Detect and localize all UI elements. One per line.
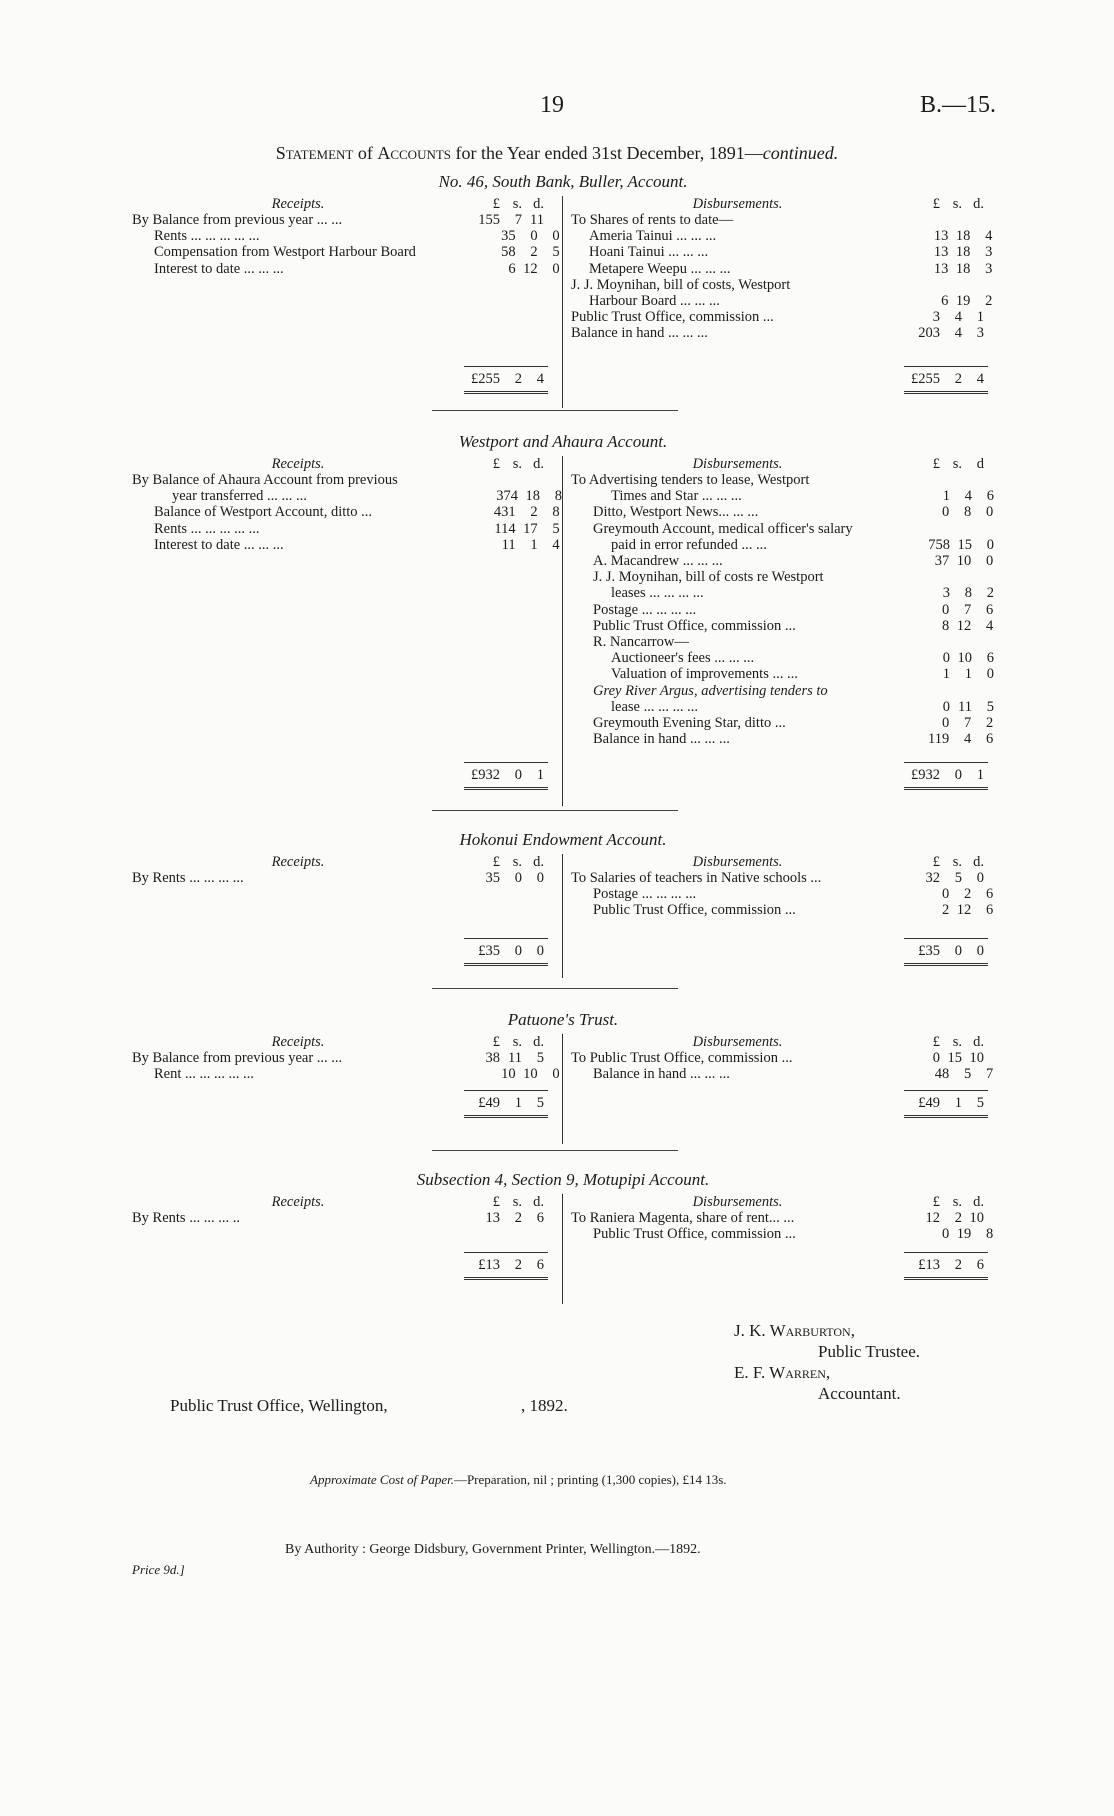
disbursements-total: £35 0 0 [904, 938, 988, 966]
disbursement-row: Balance in hand ... ... ... 48 5 7 [593, 1066, 994, 1083]
disbursement-row: paid in error refunded ... ... 758 15 0 [611, 536, 994, 553]
disbursement-row: Postage ... ... ... ... 0 2 6 [593, 886, 994, 903]
pence-heading: d. [973, 1034, 984, 1050]
pound-heading: £ [932, 1034, 940, 1050]
pence-heading: d [976, 456, 984, 472]
shilling-heading: s. [512, 854, 522, 870]
disbursement-row: Public Trust Office, commission ... 0 19 8 [593, 1226, 994, 1243]
shilling-heading: s. [512, 1034, 522, 1050]
shilling-heading: s. [952, 456, 962, 472]
receipts-column [132, 456, 563, 806]
disbursement-row: To Raniera Magenta, share of rent... ... 12 2 10 [571, 1210, 984, 1226]
disbursement-row: Ameria Tainui ... ... ... 13 18 4 [589, 228, 993, 245]
disbursement-row: Balance in hand ... ... ... 203 4 3 [571, 325, 984, 342]
pence-heading: d. [973, 196, 984, 212]
pence-heading: d. [533, 456, 544, 472]
signatory-title: Accountant. [818, 1384, 901, 1403]
title-word-of: of [357, 143, 373, 163]
disbursement-row: A. Macandrew ... ... ... 37 10 0 [593, 553, 994, 570]
signature-warburton [734, 1320, 920, 1404]
receipt-row: Rent ... ... ... ... ... 10 10 0 [154, 1066, 560, 1083]
account-south-bank-buller [132, 172, 994, 408]
receipt-row: Rents ... ... ... ... ... 35 0 0 [154, 228, 560, 245]
receipt-row: By Balance from previous year ... ... 38 11 5 [132, 1050, 544, 1066]
section-divider [432, 810, 678, 811]
disbursement-row: Ditto, Westport News... ... ... 0 8 0 [593, 504, 994, 521]
disbursement-row: R. Nancarrow— [593, 634, 689, 651]
title-rest: for the Year ended 31st December, 1891— [455, 143, 763, 163]
disbursement-row: Public Trust Office, commission ... 8 12 4 [593, 617, 994, 634]
disbursements-total: £255 2 4 [904, 366, 988, 394]
account-westport-ahaura [132, 432, 994, 806]
pound-heading: £ [932, 854, 940, 870]
disbursement-row: Greymouth Evening Star, ditto ... 0 7 2 [593, 715, 994, 732]
account-title: Patuone's Trust. [507, 1010, 619, 1029]
disbursement-row: To Salaries of teachers in Native schools ... 32 5 0 [571, 870, 984, 886]
disbursement-row: J. J. Moynihan, bill of costs re Westport [593, 569, 824, 586]
section-divider [432, 410, 678, 411]
statement-title [0, 143, 1114, 164]
title-continued: continued. [762, 143, 839, 163]
disbursement-row: Public Trust Office, commission ... 2 12 6 [593, 902, 994, 919]
disbursement-row: Postage ... ... ... ... 0 7 6 [593, 601, 994, 618]
disbursement-row: J. J. Moynihan, bill of costs, Westport [571, 276, 791, 293]
signatory-title: Public Trustee. [818, 1342, 921, 1361]
printer-authority: By Authority : George Didsbury, Government Printer, Wellington.—1892. [285, 1542, 701, 1557]
disbursement-row: Times and Star ... ... ... 1 4 6 [611, 488, 994, 505]
receipts-heading: Receipts. [271, 456, 325, 472]
signature-place: Public Trust Office, Wellington, [170, 1396, 388, 1415]
disbursement-row: Greymouth Account, medical officer's salary [593, 520, 853, 537]
receipts-total: £932 0 1 [464, 762, 548, 790]
pound-heading: £ [932, 196, 940, 212]
pence-heading: d. [973, 1194, 984, 1210]
shilling-heading: s. [512, 1194, 522, 1210]
shilling-heading: s. [952, 1034, 962, 1050]
account-hokonui-endowment [132, 830, 994, 978]
pence-heading: d. [533, 1034, 544, 1050]
disbursements-heading: Disbursements. [692, 456, 783, 472]
pound-heading: £ [492, 1034, 500, 1050]
shilling-heading: s. [952, 196, 962, 212]
section-divider [432, 1150, 678, 1151]
document-reference: B.—15. [919, 92, 996, 118]
pound-heading: £ [492, 1194, 500, 1210]
disbursement-row: Balance in hand ... ... ... 119 4 6 [593, 731, 994, 748]
disbursement-row: Auctioneer's fees ... ... ... 0 10 6 [611, 650, 994, 667]
account-title: Hokonui Endowment Account. [459, 830, 667, 849]
receipt-row: By Rents ... ... ... .. 13 2 6 [132, 1210, 544, 1226]
signatory-name: E. F. Warren, [734, 1363, 831, 1382]
disbursement-row: Public Trust Office, commission ... 3 4 1 [571, 309, 984, 326]
pence-heading: d. [533, 1194, 544, 1210]
receipt-row: Interest to date ... ... ... 11 1 4 [154, 536, 560, 553]
cost-label: Approximate Cost of Paper. [310, 1472, 454, 1487]
receipt-row: Rents ... ... ... ... ... 114 17 5 [154, 520, 560, 537]
disbursements-heading: Disbursements. [692, 854, 783, 870]
receipts-heading: Receipts. [271, 196, 325, 212]
disbursement-row: leases ... ... ... ... 3 8 2 [611, 585, 994, 602]
receipt-row: year transferred ... ... ... 374 18 8 [172, 488, 562, 505]
shilling-heading: s. [952, 854, 962, 870]
disbursement-row: To Shares of rents to date— [571, 212, 734, 228]
receipts-total: £255 2 4 [464, 366, 548, 394]
receipts-heading: Receipts. [271, 1194, 325, 1210]
cost-of-paper [310, 1472, 727, 1488]
receipt-row: Balance of Westport Account, ditto ... 431 2 8 [154, 504, 560, 521]
receipt-row: Compensation from Westport Harbour Board 58 2 5 [154, 244, 560, 261]
section-divider [432, 988, 678, 989]
disbursements-column [563, 196, 994, 408]
receipts-total: £49 1 5 [464, 1090, 548, 1118]
pence-heading: d. [973, 854, 984, 870]
receipts-column [132, 1194, 563, 1304]
disbursement-row: To Public Trust Office, commission ... 0 15 10 [571, 1050, 984, 1066]
account-title: Subsection 4, Section 9, Motupipi Account. [416, 1170, 710, 1189]
account-patuone-trust [132, 1010, 994, 1144]
title-word-statement: Statement [275, 143, 354, 163]
title-word-accounts: Accounts [377, 143, 452, 163]
account-title: Westport and Ahaura Account. [458, 432, 668, 451]
account-motupipi [132, 1170, 994, 1304]
disbursement-row: Grey River Argus, advertising tenders to [593, 682, 828, 699]
disbursements-heading: Disbursements. [692, 1194, 783, 1210]
disbursements-heading: Disbursements. [692, 196, 783, 212]
disbursements-column [563, 1194, 994, 1304]
pence-heading: d. [533, 196, 544, 212]
disbursement-row: Harbour Board ... ... ... 6 19 2 [589, 293, 993, 310]
disbursements-total: £13 2 6 [904, 1252, 988, 1280]
disbursements-total: £49 1 5 [904, 1090, 988, 1118]
page-number: 19 [540, 92, 564, 118]
pound-heading: £ [932, 1194, 940, 1210]
pound-heading: £ [492, 456, 500, 472]
disbursements-column [563, 854, 994, 978]
receipts-column [132, 854, 563, 978]
pound-heading: £ [932, 456, 940, 472]
account-title: No. 46, South Bank, Buller, Account. [438, 172, 688, 191]
disbursements-heading: Disbursements. [692, 1034, 783, 1050]
receipts-total: £13 2 6 [464, 1252, 548, 1280]
signature-year: , 1892. [521, 1396, 568, 1415]
disbursement-row: lease ... ... ... ... 0 11 5 [611, 698, 994, 715]
disbursements-column [563, 1034, 994, 1144]
receipt-row: By Balance of Ahaura Account from previous [132, 472, 398, 488]
receipts-heading: Receipts. [271, 1034, 325, 1050]
receipts-heading: Receipts. [271, 854, 325, 870]
receipts-total: £35 0 0 [464, 938, 548, 966]
disbursements-column [563, 456, 994, 806]
disbursement-row: Hoani Tainui ... ... ... 13 18 3 [589, 244, 993, 261]
disbursement-row: Valuation of improvements ... ... 1 1 0 [611, 666, 994, 683]
cost-text: —Preparation, nil ; printing (1,300 copies), £14 13s. [453, 1472, 727, 1487]
pound-heading: £ [492, 854, 500, 870]
disbursement-row: To Advertising tenders to lease, Westport [571, 472, 810, 488]
signatory-name: J. K. Warburton, [734, 1321, 855, 1340]
disbursement-row: Metapere Weepu ... ... ... 13 18 3 [589, 260, 993, 277]
price: Price 9d.] [132, 1562, 185, 1577]
receipt-row: By Balance from previous year ... ... 155 7 11 [132, 212, 544, 228]
disbursements-total: £932 0 1 [904, 762, 988, 790]
shilling-heading: s. [512, 456, 522, 472]
receipts-column [132, 196, 563, 408]
receipts-column [132, 1034, 563, 1144]
receipt-row: By Rents ... ... ... ... 35 0 0 [132, 870, 544, 886]
shilling-heading: s. [512, 196, 522, 212]
shilling-heading: s. [952, 1194, 962, 1210]
receipt-row: Interest to date ... ... ... 6 12 0 [154, 260, 560, 277]
pound-heading: £ [492, 196, 500, 212]
pence-heading: d. [533, 854, 544, 870]
